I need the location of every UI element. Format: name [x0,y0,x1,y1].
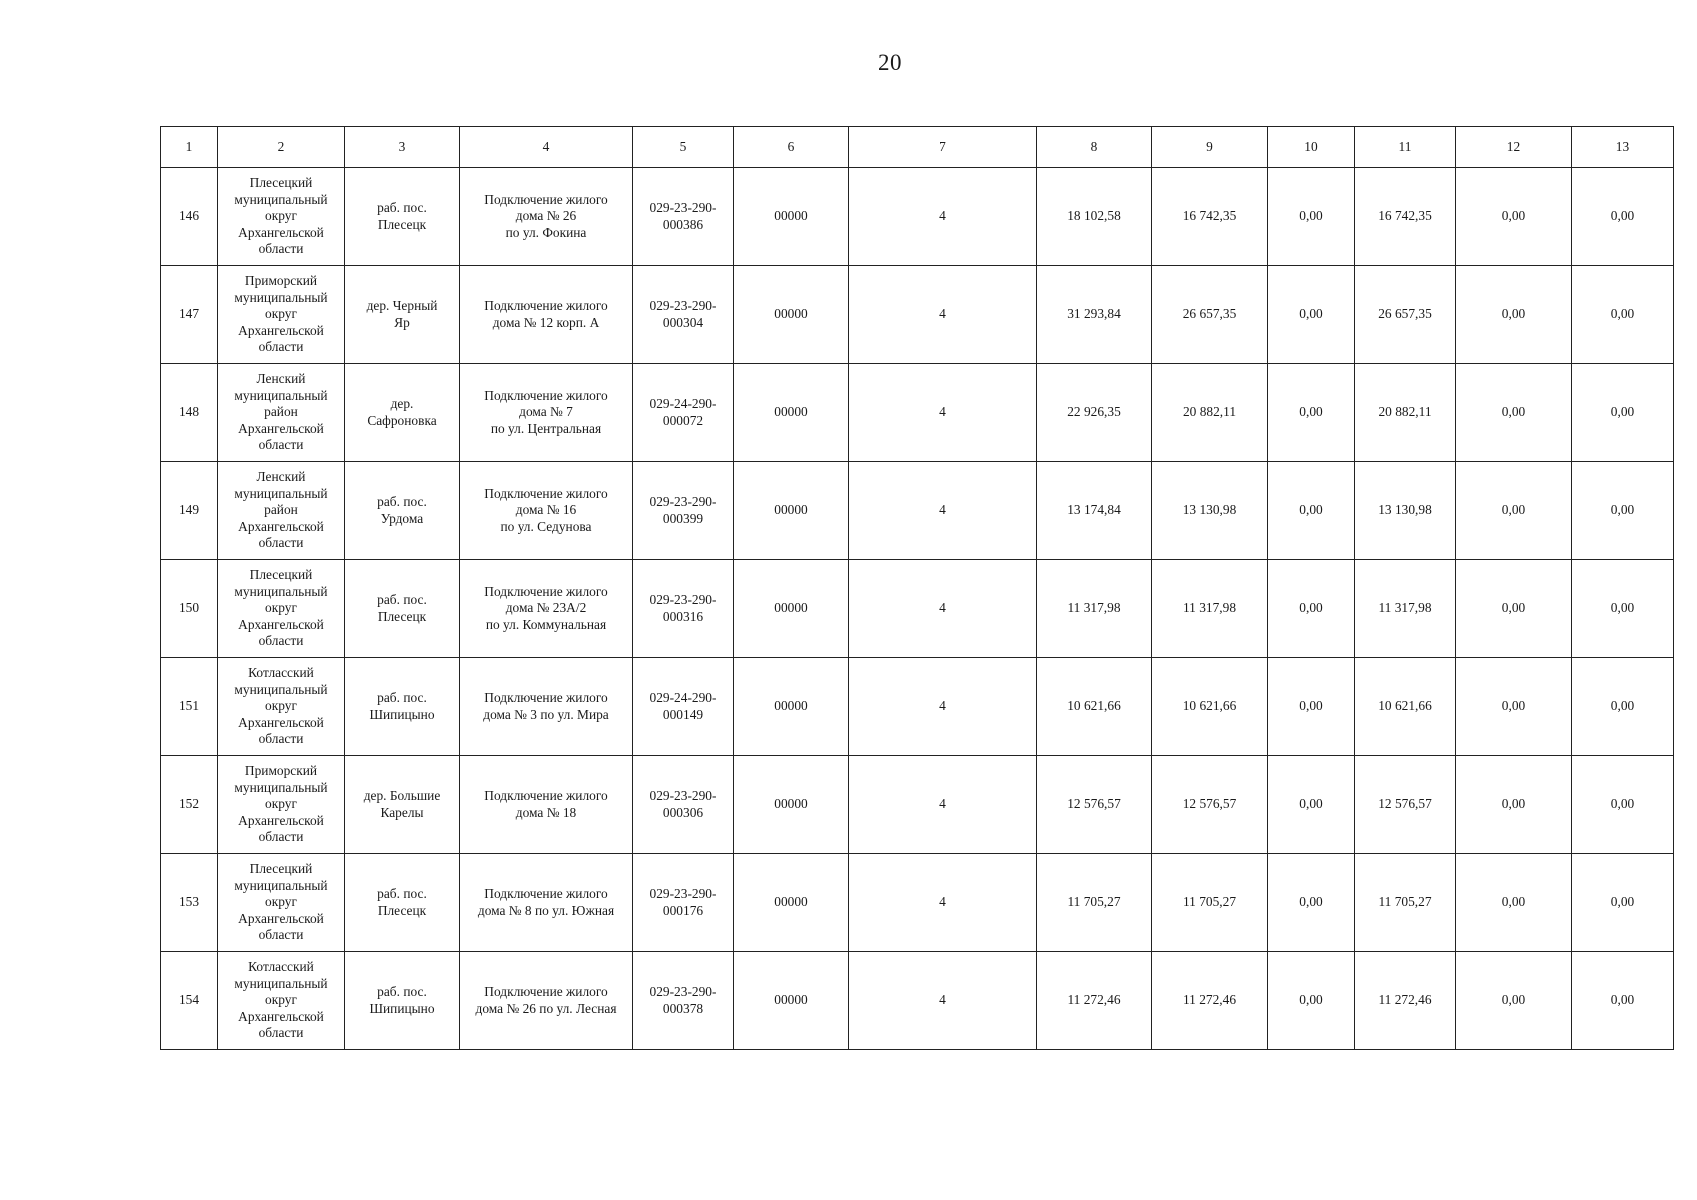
cell-description: Подключение жилого дома № 26 по ул. Фокина [460,168,633,266]
cell-row-number: 147 [161,266,218,364]
cell-amount-total: 11 317,98 [1037,560,1152,658]
cell-code: 00000 [734,658,849,756]
cell-amount-total: 13 174,84 [1037,462,1152,560]
cell-amount-col-11: 12 576,57 [1355,756,1456,854]
cell-code: 00000 [734,462,849,560]
cell-amount-total: 18 102,58 [1037,168,1152,266]
cell-row-number: 148 [161,364,218,462]
cell-amount-col-9: 11 705,27 [1152,854,1268,952]
cell-municipality: Приморский муниципальный округ Архангельской области [218,266,345,364]
cell-amount-col-11: 11 272,46 [1355,952,1456,1050]
column-header-3: 3 [345,127,460,168]
cell-amount-col-12: 0,00 [1456,560,1572,658]
cell-amount-total: 31 293,84 [1037,266,1152,364]
cell-category: 4 [849,168,1037,266]
cell-amount-col-11: 16 742,35 [1355,168,1456,266]
cell-amount-col-13: 0,00 [1572,854,1674,952]
cell-amount-total: 11 705,27 [1037,854,1152,952]
cell-amount-col-9: 11 272,46 [1152,952,1268,1050]
column-header-12: 12 [1456,127,1572,168]
cell-category: 4 [849,560,1037,658]
cell-amount-col-12: 0,00 [1456,854,1572,952]
cell-settlement: дер. Сафроновка [345,364,460,462]
cell-row-number: 153 [161,854,218,952]
column-header-10: 10 [1268,127,1355,168]
cell-amount-col-10: 0,00 [1268,168,1355,266]
cell-amount-col-9: 10 621,66 [1152,658,1268,756]
cell-amount-total: 11 272,46 [1037,952,1152,1050]
cell-municipality: Котласский муниципальный округ Архангельской области [218,952,345,1050]
cell-row-number: 151 [161,658,218,756]
column-header-6: 6 [734,127,849,168]
cell-code: 00000 [734,364,849,462]
cell-settlement: раб. пос. Плесецк [345,560,460,658]
cell-registry-number: 029-23-290- 000386 [633,168,734,266]
cell-description: Подключение жилого дома № 7 по ул. Центральная [460,364,633,462]
cell-code: 00000 [734,952,849,1050]
cell-amount-total: 10 621,66 [1037,658,1152,756]
cell-description: Подключение жилого дома № 16 по ул. Седунова [460,462,633,560]
table-body [161,168,1674,1050]
cell-amount-col-11: 26 657,35 [1355,266,1456,364]
cell-amount-col-12: 0,00 [1456,658,1572,756]
cell-amount-col-9: 11 317,98 [1152,560,1268,658]
cell-amount-col-10: 0,00 [1268,266,1355,364]
cell-amount-col-9: 13 130,98 [1152,462,1268,560]
table-row [161,462,1674,560]
cell-amount-col-12: 0,00 [1456,168,1572,266]
cell-amount-col-11: 10 621,66 [1355,658,1456,756]
cell-category: 4 [849,364,1037,462]
cell-registry-number: 029-23-290- 000399 [633,462,734,560]
cell-amount-col-10: 0,00 [1268,952,1355,1050]
header-row [161,127,1674,168]
table-header [161,127,1674,168]
page-number: 20 [878,50,902,75]
cell-row-number: 149 [161,462,218,560]
cell-amount-col-13: 0,00 [1572,462,1674,560]
cell-municipality: Ленский муниципальный район Архангельской области [218,364,345,462]
cell-amount-col-10: 0,00 [1268,756,1355,854]
cell-amount-col-12: 0,00 [1456,266,1572,364]
cell-amount-col-11: 11 705,27 [1355,854,1456,952]
column-header-13: 13 [1572,127,1674,168]
cell-description: Подключение жилого дома № 3 по ул. Мира [460,658,633,756]
cell-amount-col-9: 16 742,35 [1152,168,1268,266]
cell-code: 00000 [734,168,849,266]
cell-code: 00000 [734,854,849,952]
cell-code: 00000 [734,756,849,854]
cell-settlement: раб. пос. Плесецк [345,168,460,266]
cell-description: Подключение жилого дома № 26 по ул. Лесная [460,952,633,1050]
table-row [161,266,1674,364]
cell-code: 00000 [734,266,849,364]
table-row [161,560,1674,658]
cell-registry-number: 029-23-290- 000176 [633,854,734,952]
cell-registry-number: 029-23-290- 000378 [633,952,734,1050]
table-row [161,756,1674,854]
cell-amount-col-10: 0,00 [1268,854,1355,952]
cell-row-number: 150 [161,560,218,658]
cell-settlement: дер. Черный Яр [345,266,460,364]
cell-description: Подключение жилого дома № 8 по ул. Южная [460,854,633,952]
cell-amount-col-10: 0,00 [1268,364,1355,462]
cell-category: 4 [849,854,1037,952]
cell-row-number: 146 [161,168,218,266]
column-header-9: 9 [1152,127,1268,168]
cell-municipality: Плесецкий муниципальный округ Архангельской области [218,560,345,658]
cell-category: 4 [849,462,1037,560]
data-table [160,126,1674,1050]
column-header-5: 5 [633,127,734,168]
cell-amount-col-10: 0,00 [1268,658,1355,756]
cell-settlement: дер. Большие Карелы [345,756,460,854]
cell-amount-col-11: 13 130,98 [1355,462,1456,560]
cell-category: 4 [849,952,1037,1050]
cell-amount-col-13: 0,00 [1572,364,1674,462]
cell-category: 4 [849,266,1037,364]
cell-amount-col-12: 0,00 [1456,462,1572,560]
cell-settlement: раб. пос. Шипицыно [345,952,460,1050]
cell-municipality: Ленский муниципальный район Архангельской области [218,462,345,560]
cell-amount-col-9: 12 576,57 [1152,756,1268,854]
cell-registry-number: 029-24-290- 000149 [633,658,734,756]
cell-amount-col-10: 0,00 [1268,462,1355,560]
cell-amount-col-12: 0,00 [1456,364,1572,462]
column-header-8: 8 [1037,127,1152,168]
cell-category: 4 [849,658,1037,756]
cell-settlement: раб. пос. Плесецк [345,854,460,952]
cell-amount-total: 12 576,57 [1037,756,1152,854]
cell-amount-col-12: 0,00 [1456,952,1572,1050]
cell-registry-number: 029-23-290- 000304 [633,266,734,364]
cell-amount-col-13: 0,00 [1572,168,1674,266]
cell-amount-total: 22 926,35 [1037,364,1152,462]
cell-amount-col-11: 11 317,98 [1355,560,1456,658]
cell-amount-col-11: 20 882,11 [1355,364,1456,462]
cell-municipality: Плесецкий муниципальный округ Архангельской области [218,168,345,266]
cell-description: Подключение жилого дома № 23А/2 по ул. Коммунальная [460,560,633,658]
cell-row-number: 152 [161,756,218,854]
cell-registry-number: 029-23-290- 000306 [633,756,734,854]
table-row [161,658,1674,756]
cell-description: Подключение жилого дома № 12 корп. А [460,266,633,364]
cell-description: Подключение жилого дома № 18 [460,756,633,854]
cell-municipality: Плесецкий муниципальный округ Архангельской области [218,854,345,952]
cell-category: 4 [849,756,1037,854]
cell-amount-col-13: 0,00 [1572,560,1674,658]
cell-settlement: раб. пос. Шипицыно [345,658,460,756]
column-header-11: 11 [1355,127,1456,168]
cell-amount-col-12: 0,00 [1456,756,1572,854]
cell-amount-col-9: 26 657,35 [1152,266,1268,364]
cell-municipality: Приморский муниципальный округ Архангельской области [218,756,345,854]
cell-registry-number: 029-23-290- 000316 [633,560,734,658]
cell-amount-col-10: 0,00 [1268,560,1355,658]
cell-settlement: раб. пос. Урдома [345,462,460,560]
table-row [161,364,1674,462]
cell-registry-number: 029-24-290- 000072 [633,364,734,462]
cell-amount-col-13: 0,00 [1572,952,1674,1050]
column-header-4: 4 [460,127,633,168]
cell-municipality: Котласский муниципальный округ Архангельской области [218,658,345,756]
column-header-2: 2 [218,127,345,168]
column-header-7: 7 [849,127,1037,168]
cell-amount-col-13: 0,00 [1572,756,1674,854]
table-row [161,854,1674,952]
cell-amount-col-13: 0,00 [1572,658,1674,756]
table-row [161,168,1674,266]
cell-amount-col-13: 0,00 [1572,266,1674,364]
table-row [161,952,1674,1050]
cell-code: 00000 [734,560,849,658]
cell-row-number: 154 [161,952,218,1050]
column-header-1: 1 [161,127,218,168]
cell-amount-col-9: 20 882,11 [1152,364,1268,462]
